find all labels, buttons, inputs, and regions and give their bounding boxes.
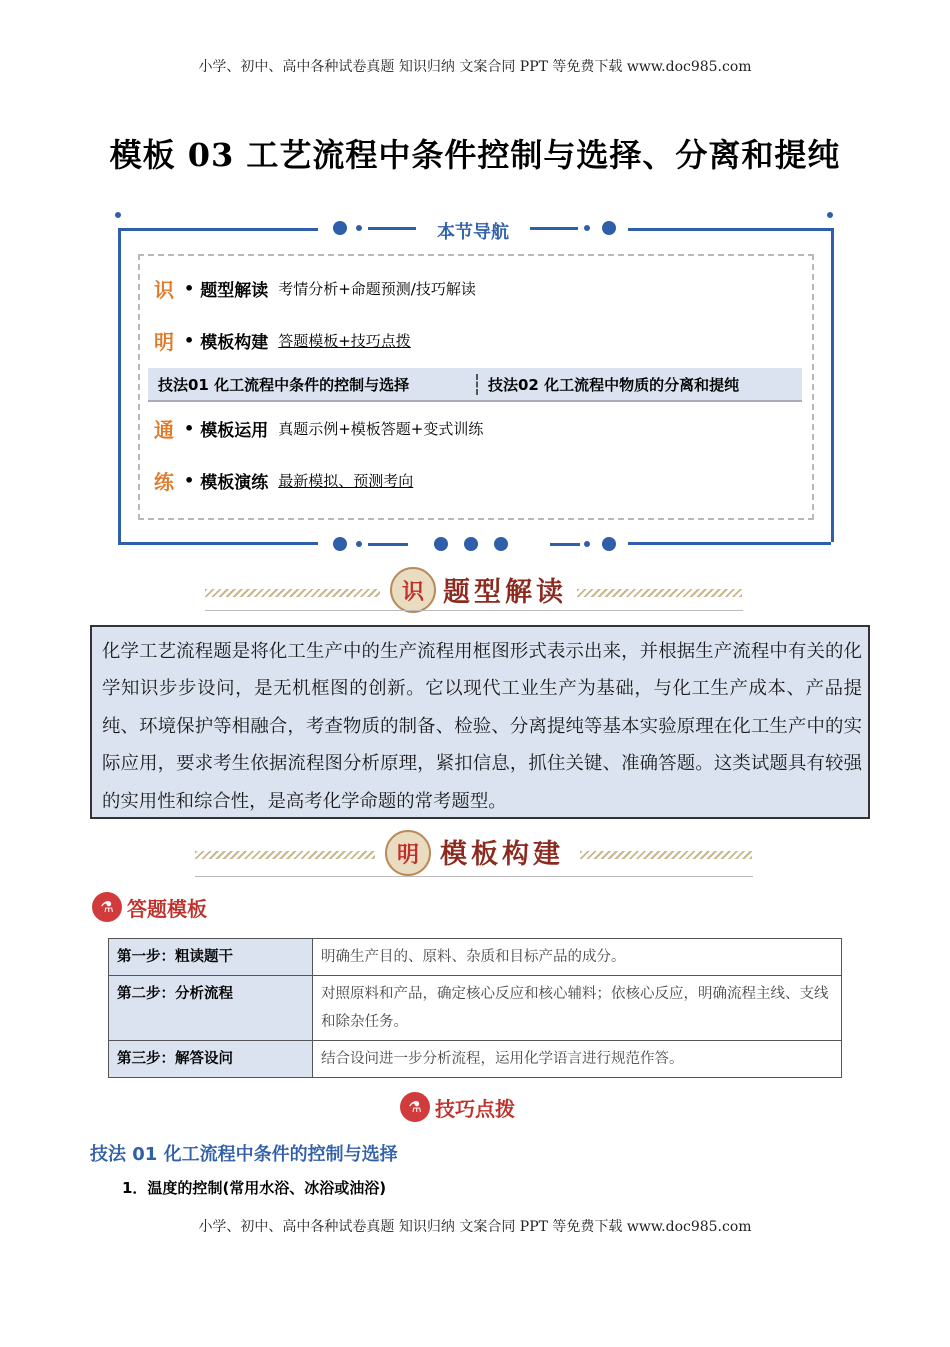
bullet-dot: •: [184, 331, 195, 350]
section-navigation: [118, 222, 832, 546]
nav-dot: [602, 537, 616, 551]
nav-desc: 最新模拟、预测考向: [278, 472, 414, 490]
skill-heading: 技法 01 化工流程中条件的控制与选择: [90, 1144, 398, 1165]
banner-underline: [195, 876, 753, 877]
skill-2[interactable]: 技法02 化工流程中物质的分离和提纯: [488, 375, 740, 394]
label-text: 答题模板: [127, 896, 207, 921]
nav-item-3[interactable]: [154, 414, 483, 443]
bullet-dot: •: [184, 279, 195, 298]
flask-icon: ⚗: [400, 1092, 430, 1122]
nav-label: 模板演练: [200, 473, 269, 493]
banner-underline: [205, 610, 743, 611]
banner-stripe: [577, 589, 742, 597]
table-row: [109, 1041, 842, 1078]
skill-bar: [148, 368, 802, 402]
step-cell: 第三步：解答设问: [109, 1041, 313, 1078]
banner-stripe: [580, 851, 752, 859]
bullet-dot: •: [184, 471, 195, 490]
nav-label: 模板运用: [200, 421, 269, 441]
content-cell: 对照原料和产品，确定核心反应和核心辅料；依核心反应，明确流程主线、支线和除杂任务。: [313, 976, 842, 1041]
nav-char: 识: [154, 278, 174, 302]
nav-dot: [434, 537, 448, 551]
section-banner-1: [205, 562, 745, 614]
nav-bottom-line-left: [118, 542, 318, 545]
page-title: 模板 03 工艺流程中条件控制与选择、分离和提纯: [109, 136, 841, 174]
nav-inner-box: [138, 254, 814, 520]
section-title: 模板构建: [440, 839, 564, 870]
intro-paragraph: 化学工艺流程题是将化工生产中的生产流程用框图形式表示出来，并根据生产流程中有关的化学知识步步设问，是无机框图的创新。它以现代工业生产为基础，与化工生产成本、产品提纯、环境保护等相融合，考查物质的制备、检验、分离提纯等基本实验原理在化工生产中的实际应用，要求考生依据流程图分析原理，紧扣信息，抓住关键、准确答题。这类试题具有较强的实用性和综合性，是高考化学命题的常考题型。: [90, 625, 870, 819]
answer-template-label: [92, 892, 207, 922]
banner-emblem: 明: [385, 830, 431, 876]
nav-label: 模板构建: [200, 333, 269, 353]
nav-desc: 真题示例+模板答题+变式训练: [278, 420, 484, 438]
nav-bottom-dash: [550, 543, 580, 546]
nav-char: 明: [154, 330, 174, 354]
label-text: 技巧点拨: [435, 1096, 515, 1121]
table-row: [109, 976, 842, 1041]
nav-dot: [584, 541, 590, 547]
nav-item-1[interactable]: [154, 274, 476, 303]
nav-title-line: [368, 227, 416, 230]
banner-emblem: 识: [390, 567, 436, 613]
flask-icon: ⚗: [92, 892, 122, 922]
nav-dot: [356, 225, 362, 231]
nav-dot: [464, 537, 478, 551]
nav-dot: [584, 225, 590, 231]
section-title: 题型解读: [443, 577, 567, 608]
table-row: [109, 939, 842, 976]
nav-item-4[interactable]: [154, 466, 413, 495]
nav-dot: [333, 537, 347, 551]
content-cell: 结合设问进一步分析流程，运用化学语言进行规范作答。: [313, 1041, 842, 1078]
banner-stripe: [205, 589, 380, 597]
sub-point: 1．温度的控制(常用水浴、冰浴或油浴): [122, 1179, 387, 1197]
nav-dot: [602, 221, 616, 235]
nav-dot: [333, 221, 347, 235]
skill-1[interactable]: 技法01 化工流程中条件的控制与选择: [148, 374, 478, 395]
corner-dot: [115, 212, 121, 218]
step-cell: 第二步：分析流程: [109, 976, 313, 1041]
banner-stripe: [195, 851, 375, 859]
nav-desc: 答题模板+技巧点拨: [278, 332, 411, 350]
nav-item-2[interactable]: [154, 326, 411, 355]
answer-template-table: [108, 938, 842, 1078]
corner-dot: [827, 212, 833, 218]
nav-label: 题型解读: [200, 281, 269, 301]
nav-title: 本节导航: [418, 218, 528, 244]
page-header: 小学、初中、高中各种试卷真题 知识归纳 文案合同 PPT 等免费下载 www.doc985.com: [198, 59, 752, 75]
page-footer: 小学、初中、高中各种试卷真题 知识归纳 文案合同 PPT 等免费下载 www.doc985.com: [198, 1219, 752, 1235]
nav-dot: [356, 541, 362, 547]
section-banner-2: [195, 824, 755, 878]
content-cell: 明确生产目的、原料、杂质和目标产品的成分。: [313, 939, 842, 976]
nav-char: 练: [154, 470, 174, 494]
nav-desc: 考情分析+命题预测/技巧解读: [278, 280, 476, 298]
nav-top-line-right: [628, 228, 831, 231]
nav-bottom-dash: [368, 543, 408, 546]
step-cell: 第一步：粗读题干: [109, 939, 313, 976]
nav-bottom-line-right: [628, 542, 831, 545]
nav-dot: [494, 537, 508, 551]
nav-top-line-left: [118, 228, 318, 231]
tips-label: [400, 1092, 515, 1122]
nav-title-line: [530, 227, 578, 230]
bullet-dot: •: [184, 419, 195, 438]
nav-char: 通: [154, 418, 174, 442]
